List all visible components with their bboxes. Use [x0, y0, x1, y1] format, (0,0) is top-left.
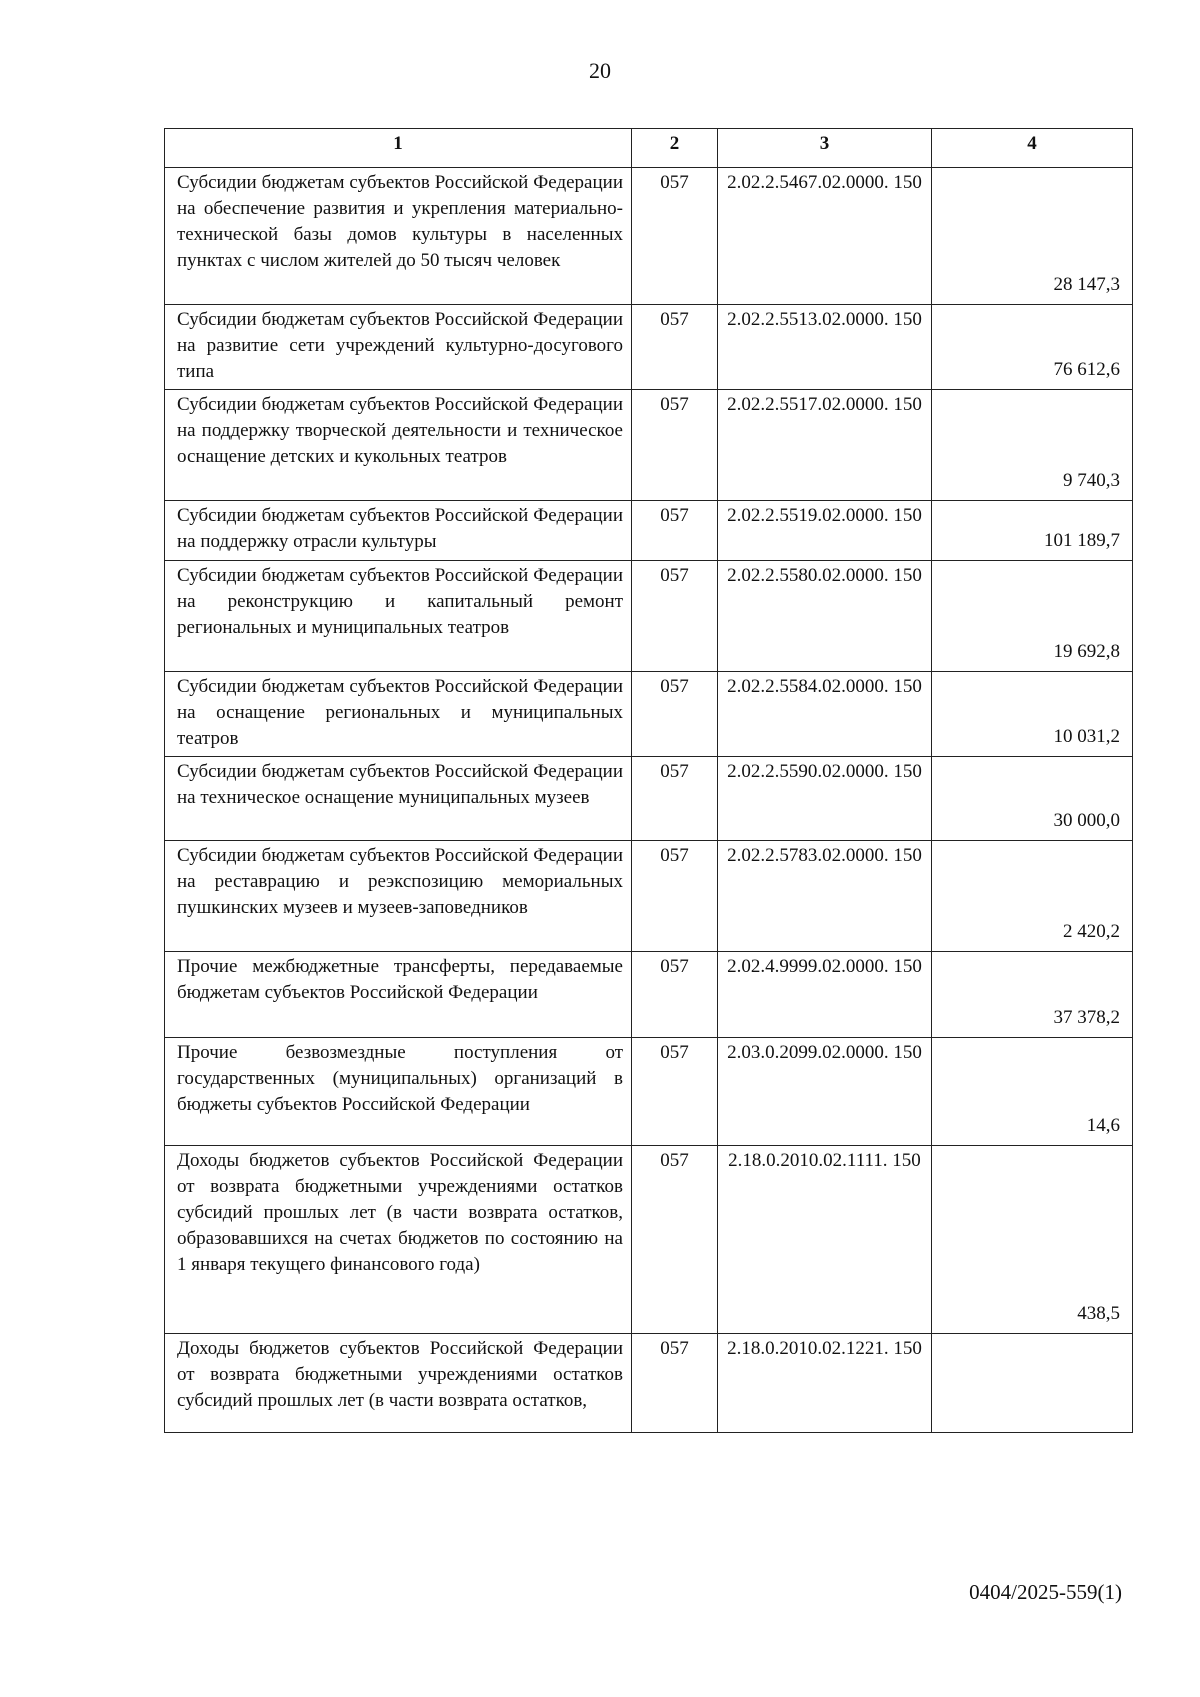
column-header-4: 4 — [932, 129, 1133, 168]
page-number: 20 — [589, 58, 611, 83]
row-admin-code: 057 — [632, 501, 718, 561]
row-classification-code: 2.02.2.5590.02.0000. 150 — [718, 757, 932, 841]
row-admin-code: 057 — [632, 1146, 718, 1334]
row-amount: 10 031,2 — [932, 672, 1133, 757]
row-description: Доходы бюджетов субъектов Российской Федерации от возврата бюджетными учреждениями остатков субсидий прошлых лет (в части возврата остатков, — [165, 1334, 632, 1433]
row-classification-code: 2.02.2.5519.02.0000. 150 — [718, 501, 932, 561]
row-amount: 438,5 — [932, 1146, 1133, 1334]
row-amount: 76 612,6 — [932, 305, 1133, 390]
table-row — [165, 1038, 1133, 1146]
row-admin-code: 057 — [632, 672, 718, 757]
row-description: Субсидии бюджетам субъектов Российской Федерации на оснащение региональных и муниципальных театров — [165, 672, 632, 757]
row-description: Субсидии бюджетам субъектов Российской Федерации на техническое оснащение муниципальных музеев — [165, 757, 632, 841]
row-classification-code: 2.18.0.2010.02.1221. 150 — [718, 1334, 932, 1433]
table-row — [165, 305, 1133, 390]
row-admin-code: 057 — [632, 168, 718, 305]
table-row — [165, 841, 1133, 952]
row-description: Субсидии бюджетам субъектов Российской Федерации на реставрацию и реэкспозицию мемориальных пушкинских музеев и музеев-заповедников — [165, 841, 632, 952]
column-header-1: 1 — [165, 129, 632, 168]
column-header-2: 2 — [632, 129, 718, 168]
row-description: Субсидии бюджетам субъектов Российской Федерации на обеспечение развития и укрепления материально-технической базы домов культуры в населенных пунктах с числом жителей до 50 тысяч человек — [165, 168, 632, 305]
budget-revenue-table — [164, 128, 1133, 1433]
table-row — [165, 501, 1133, 561]
row-classification-code: 2.02.2.5517.02.0000. 150 — [718, 390, 932, 501]
table-row — [165, 390, 1133, 501]
row-amount: 30 000,0 — [932, 757, 1133, 841]
row-admin-code: 057 — [632, 1334, 718, 1433]
row-description: Прочие безвозмездные поступления от государственных (муниципальных) организаций в бюджеты субъектов Российской Федерации — [165, 1038, 632, 1146]
row-amount: 101 189,7 — [932, 501, 1133, 561]
row-admin-code: 057 — [632, 561, 718, 672]
row-admin-code: 057 — [632, 841, 718, 952]
row-admin-code: 057 — [632, 757, 718, 841]
row-description: Субсидии бюджетам субъектов Российской Федерации на реконструкцию и капитальный ремонт региональных и муниципальных театров — [165, 561, 632, 672]
row-amount: 19 692,8 — [932, 561, 1133, 672]
table-row — [165, 1146, 1133, 1334]
row-classification-code: 2.02.2.5584.02.0000. 150 — [718, 672, 932, 757]
table-row — [165, 1334, 1133, 1433]
table-header-row — [165, 129, 1133, 168]
table-row — [165, 672, 1133, 757]
row-amount: 28 147,3 — [932, 168, 1133, 305]
row-classification-code: 2.02.2.5580.02.0000. 150 — [718, 561, 932, 672]
row-amount — [932, 1334, 1133, 1433]
row-classification-code: 2.18.0.2010.02.1111. 150 — [718, 1146, 932, 1334]
row-amount: 2 420,2 — [932, 841, 1133, 952]
table-row — [165, 757, 1133, 841]
row-admin-code: 057 — [632, 952, 718, 1038]
row-classification-code: 2.02.2.5783.02.0000. 150 — [718, 841, 932, 952]
row-amount: 37 378,2 — [932, 952, 1133, 1038]
table-row — [165, 561, 1133, 672]
document-id: 0404/2025-559(1) — [969, 1580, 1122, 1604]
row-classification-code: 2.03.0.2099.02.0000. 150 — [718, 1038, 932, 1146]
row-amount: 9 740,3 — [932, 390, 1133, 501]
row-admin-code: 057 — [632, 1038, 718, 1146]
column-header-3: 3 — [718, 129, 932, 168]
row-description: Доходы бюджетов субъектов Российской Федерации от возврата бюджетными учреждениями остатков субсидий прошлых лет (в части возврата остатков, образовавшихся на счетах бюджетов по состоянию на 1 января текущего финансового года) — [165, 1146, 632, 1334]
row-description: Субсидии бюджетам субъектов Российской Федерации на поддержку отрасли культуры — [165, 501, 632, 561]
row-description: Субсидии бюджетам субъектов Российской Федерации на развитие сети учреждений культурно-досугового типа — [165, 305, 632, 390]
row-classification-code: 2.02.4.9999.02.0000. 150 — [718, 952, 932, 1038]
row-admin-code: 057 — [632, 305, 718, 390]
row-description: Субсидии бюджетам субъектов Российской Федерации на поддержку творческой деятельности и техническое оснащение детских и кукольных театров — [165, 390, 632, 501]
row-admin-code: 057 — [632, 390, 718, 501]
table-row — [165, 952, 1133, 1038]
row-description: Прочие межбюджетные трансферты, передаваемые бюджетам субъектов Российской Федерации — [165, 952, 632, 1038]
row-classification-code: 2.02.2.5467.02.0000. 150 — [718, 168, 932, 305]
row-classification-code: 2.02.2.5513.02.0000. 150 — [718, 305, 932, 390]
row-amount: 14,6 — [932, 1038, 1133, 1146]
table-row — [165, 168, 1133, 305]
